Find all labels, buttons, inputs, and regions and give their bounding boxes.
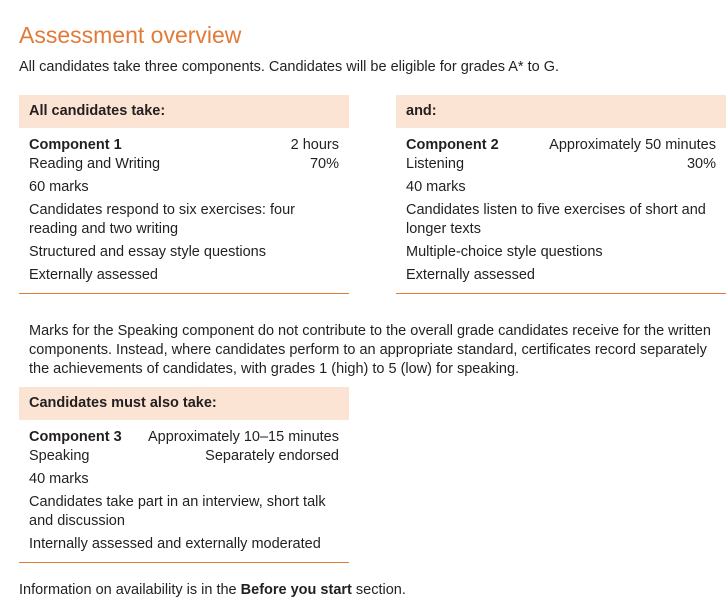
component-3-weight: Separately endorsed xyxy=(205,448,339,464)
component-3-marks: 40 marks xyxy=(29,471,89,487)
component-1-body xyxy=(19,128,349,294)
component-3-skill-row xyxy=(29,447,339,466)
component-1-skill-row xyxy=(29,155,339,174)
component-2-marks: 40 marks xyxy=(406,179,466,195)
component-3-header: Candidates must also take: xyxy=(19,387,349,420)
component-1-description: Candidates respond to six exercises: four reading and two writing xyxy=(29,202,295,237)
component-1-marks: 60 marks xyxy=(29,179,89,195)
component-2-body xyxy=(396,128,726,294)
component-3-name: Component 3 xyxy=(29,429,122,445)
component-1-assessment: Externally assessed xyxy=(29,267,158,283)
component-3-duration: Approximately 10–15 minutes xyxy=(147,429,339,445)
component-3-body xyxy=(19,420,349,563)
component-2-name: Component 2 xyxy=(406,137,499,153)
component-1-weight: 70% xyxy=(309,156,339,172)
component-2-assessment: Externally assessed xyxy=(406,267,535,283)
availability-note xyxy=(19,581,406,599)
before-you-start-link[interactable]: Before you start xyxy=(240,582,352,598)
component-1-header: All candidates take: xyxy=(19,95,349,128)
availability-prefix: Information on availability is in the xyxy=(19,582,237,598)
component-3-assessment: Internally assessed and externally moderated xyxy=(29,536,321,552)
component-1-name: Component 1 xyxy=(29,137,122,153)
component-2-skill-row xyxy=(406,155,716,174)
intro-text: All candidates take three components. Candidates will be eligible for grades A* to G. xyxy=(19,59,560,75)
component-2-description: Candidates listen to five exercises of short and longer texts xyxy=(406,202,706,237)
page-title: Assessment overview xyxy=(19,22,242,48)
speaking-note: Marks for the Speaking component do not contribute to the overall grade candidates receive for the written components. Instead, where candidates perform to an appropriate standard, certificates record separately the achievements of candidates, with grades 1 (high) to 5 (low) for speaking. xyxy=(29,323,711,377)
component-1-duration: 2 hours xyxy=(290,137,339,153)
component-1-skill: Reading and Writing xyxy=(29,156,161,172)
component-1-box xyxy=(19,95,349,294)
component-2-skill: Listening xyxy=(406,156,465,172)
component-3-box xyxy=(19,387,349,563)
component-3-title-row xyxy=(29,428,339,447)
component-2-box xyxy=(396,95,726,294)
component-2-title-row xyxy=(406,136,716,155)
component-1-style: Structured and essay style questions xyxy=(29,244,266,260)
availability-suffix: section. xyxy=(355,582,406,598)
component-2-header: and: xyxy=(396,95,726,128)
component-2-style: Multiple-choice style questions xyxy=(406,244,603,260)
component-3-description: Candidates take part in an interview, short talk and discussion xyxy=(29,494,326,529)
component-2-duration: Approximately 50 minutes xyxy=(549,137,716,153)
component-2-weight: 30% xyxy=(686,156,716,172)
component-1-title-row xyxy=(29,136,339,155)
component-3-skill: Speaking xyxy=(29,448,90,464)
